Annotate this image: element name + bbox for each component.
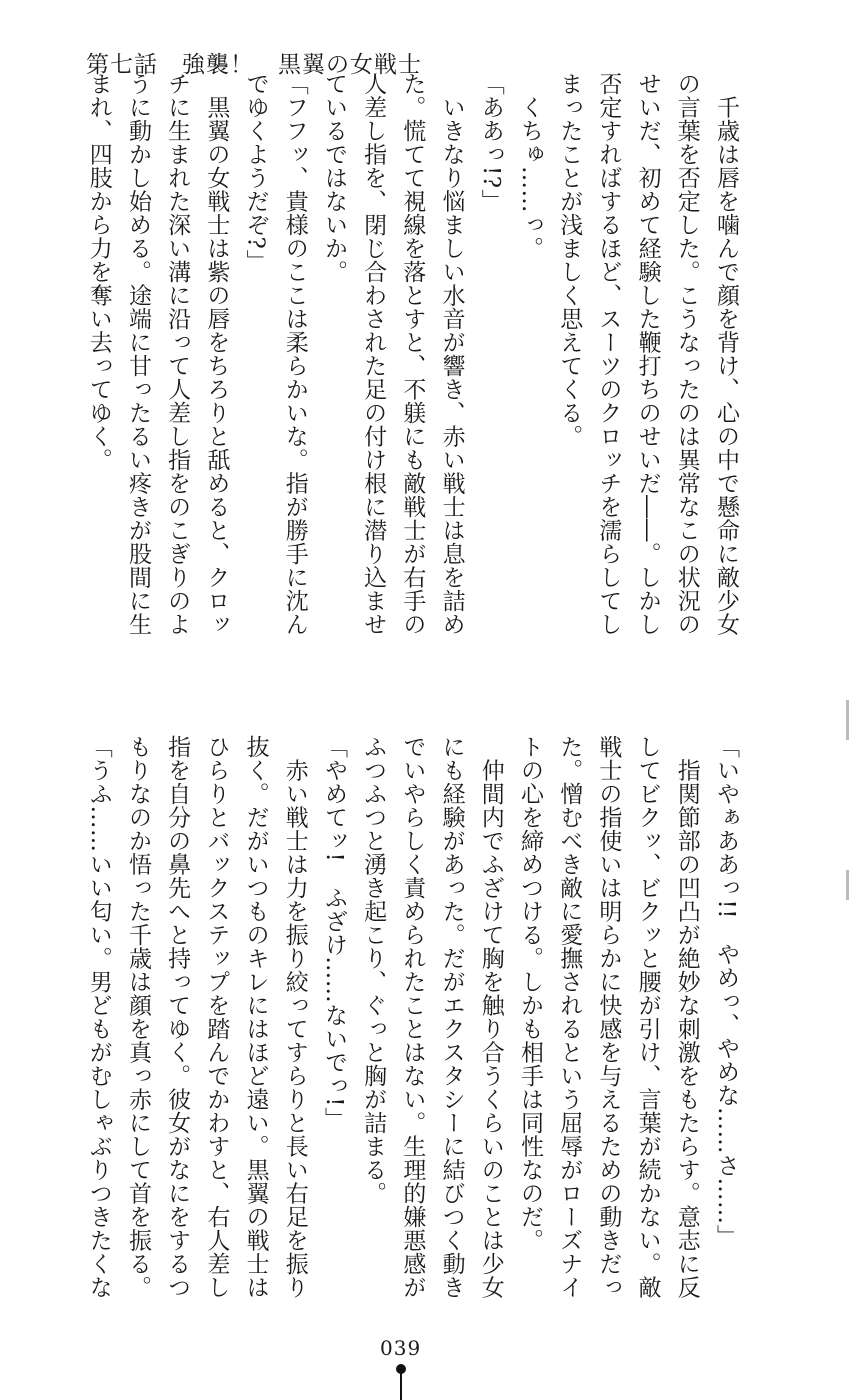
text-column: 「フフッ、貴様のここは柔らかいな。指が勝手に沈ん bbox=[281, 72, 308, 636]
text-column: 「うふ……いい匂い。男どもがむしゃぶりつきたくな bbox=[85, 735, 112, 1299]
text-column: 赤い戦士は力を振り絞ってすらりと長い右足を振り bbox=[281, 735, 308, 1299]
text-column: でいやらしく責められたことはない。生理的嫌悪感が bbox=[399, 735, 426, 1299]
text-column: チに生まれた深い溝に沿って人差し指をのこぎりのよ bbox=[164, 72, 191, 636]
text-column: の言葉を否定した。こうなったのは異常なこの状況の bbox=[673, 72, 700, 636]
text-column: うに動かし始める。途端に甘ったるい疼きが股間に生 bbox=[124, 72, 151, 636]
text-column: せいだ、初めて経験した鞭打ちのせいだ――。しかし bbox=[634, 72, 661, 636]
text-column: ひらりとバックステップを踏んでかわすと、右人差し bbox=[203, 735, 230, 1299]
text-column: くちゅ……っ。 bbox=[516, 72, 543, 260]
text-column: 指を自分の鼻先へと持ってゆく。彼女がなにをするつ bbox=[164, 735, 191, 1299]
text-column: 抜く。だがいつものキレにはほど遠い。黒翼の戦士は bbox=[242, 735, 269, 1299]
text-column: 指関節部の凹凸が絶妙な刺激をもたらす。意志に反 bbox=[673, 735, 700, 1299]
text-column: た。憎むべき敵に愛撫されるという屈辱がローズナイ bbox=[556, 735, 583, 1299]
text-column: まったことが浅ましく思えてくる。 bbox=[556, 72, 583, 448]
chapter-title: 第七話 強襲！ 黒翼の女戦士 bbox=[86, 52, 422, 78]
text-column: 仲間内でふざけて胸を触り合うくらいのことは少女 bbox=[477, 735, 504, 1299]
text-column: 「やめてッ! ふざけ……ないでっ!」 bbox=[320, 735, 347, 1131]
page-number: 039 bbox=[380, 1336, 422, 1360]
upper-text-block bbox=[79, 72, 745, 672]
text-column: 「いやぁああっ!! やめっ、やめな……さ……」 bbox=[713, 735, 739, 1248]
page-marker-line bbox=[400, 1372, 402, 1400]
page-edge-mark bbox=[846, 700, 849, 740]
text-column: ているではないか。 bbox=[320, 72, 347, 284]
text-column: 千歳は唇を噛んで顔を背け、心の中で懸命に敵少女 bbox=[713, 72, 739, 636]
text-column: 「ああっ!?」 bbox=[477, 72, 504, 213]
text-column: 戦士の指使いは明らかに快感を与えるための動きだっ bbox=[595, 735, 622, 1299]
text-column: まれ、四肢から力を奪い去ってゆく。 bbox=[85, 72, 112, 472]
text-column: にも経験があった。だがエクスタシーに結びつく動き bbox=[438, 735, 465, 1299]
text-column: トの心を締めつける。しかも相手は同性なのだ。 bbox=[516, 735, 543, 1252]
text-column: いきなり悩ましい水音が響き、赤い戦士は息を詰め bbox=[438, 72, 465, 636]
text-column: 人差し指を、閉じ合わされた足の付け根に潜り込ませ bbox=[360, 72, 387, 636]
text-column: 黒翼の女戦士は紫の唇をちろりと舐めると、クロッ bbox=[203, 72, 230, 636]
text-column: もりなのか悟った千歳は顔を真っ赤にして首を振る。 bbox=[124, 735, 151, 1299]
text-column: でゆくようだぞ?」 bbox=[242, 72, 269, 273]
text-column: 否定すればするほど、スーツのクロッチを濡らしてし bbox=[595, 72, 622, 636]
text-column: ふつふつと湧き起こり、ぐっと胸が詰まる。 bbox=[360, 735, 387, 1205]
page-edge-mark bbox=[846, 870, 849, 900]
text-column: た。慌てて視線を落とすと、不躾にも敵戦士が右手の bbox=[399, 72, 426, 636]
text-column: してビクッ、ビクッと腰が引け、言葉が続かない。敵 bbox=[634, 735, 661, 1299]
lower-text-block bbox=[79, 735, 745, 1330]
